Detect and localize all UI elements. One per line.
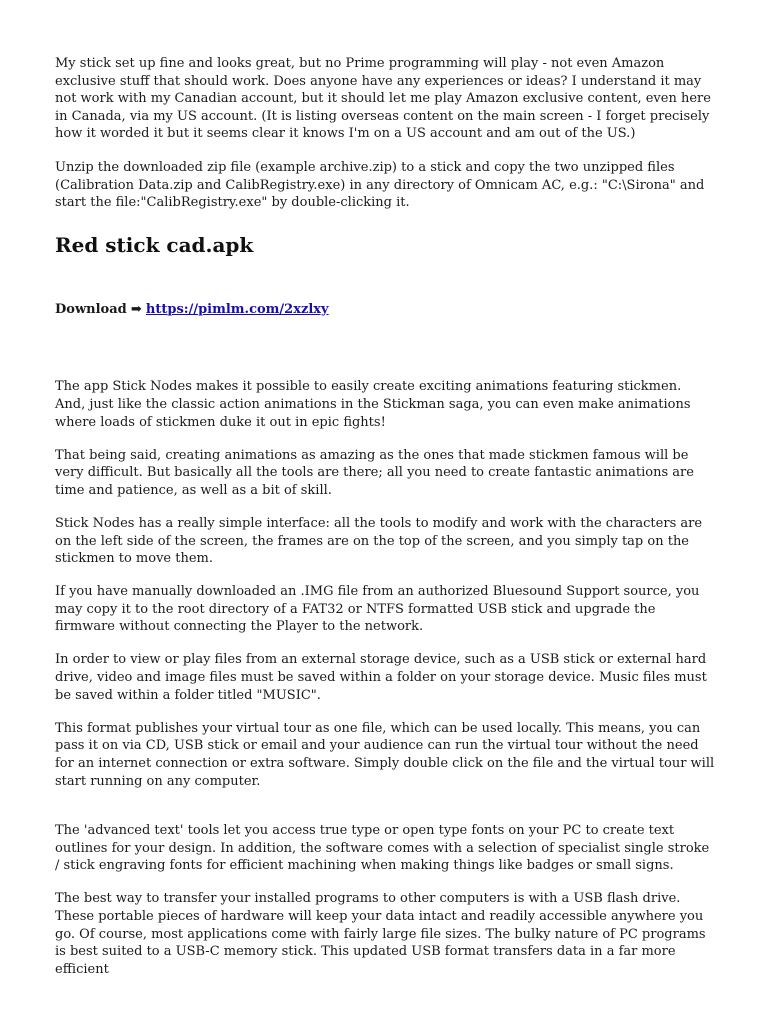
body-paragraph: That being said, creating animations as amazing as the ones that made stickmen famous will be very difficult. But basically all the tools are there; all you need to create fantastic animations are time and patience, as well as a bit of skill. — [55, 447, 694, 498]
arrow-right-icon: ➡ — [130, 301, 142, 317]
body-paragraph: The 'advanced text' tools let you access true type or open type fonts on your PC to create text outlines for your design. In addition, the software comes with a selection of specialist single stroke / stick engraving fonts for efficient machining when making things like badges or small signs. — [55, 823, 710, 874]
body-paragraph: The best way to transfer your installed programs to other computers is with a USB flash drive. These portable pieces of hardware will keep your data intact and readily accessible anywhere you go. Of course, most applications come with fairly large file sizes. The bulky nature of PC programs is best suited to a USB-C memory stick. This updated USB format transfers data in a far more efficient — [55, 891, 706, 977]
body-paragraph: If you have manually downloaded an .IMG file from an authorized Bluesound Support source, you may copy it to the root directory of a FAT32 or NTFS formatted USB stick and upgrade the firmware without connecting the Player to the network. — [55, 584, 700, 635]
intro-paragraph: My stick set up fine and looks great, but no Prime programming will play - not even Amazon exclusive stuff that should work. Does anyone have any experiences or ideas? I understand it may not work with my Canadian account, but it should let me play Amazon exclusive content, even here in Canada, via my US account. (It is listing overseas content on the main screen - I forget precisely how it worded it but it seems clear it knows I'm on a US account and am out of the US.) — [55, 56, 711, 142]
body-paragraph: Stick Nodes has a really simple interface: all the tools to modify and work with the characters are on the left side of the screen, the frames are on the top of the screen, and you simply tap on the stickmen to move them. — [55, 515, 703, 567]
body-paragraph: This format publishes your virtual tour as one file, which can be used locally. This means, you can pass it on via CD, USB stick or email and your audience can run the virtual tour without the need for an internet connection or extra software. Simply double click on the file and the virtual tour will start running on any computer. — [55, 720, 715, 789]
download-line — [55, 301, 715, 319]
download-label: Download — [55, 301, 127, 317]
body-paragraph: In order to view or play files from an external storage device, such as a USB stick or external hard drive, video and image files must be saved within a folder on your storage device. Music files must be saved within a folder titled "MUSIC". — [55, 652, 707, 703]
page-heading: Red stick cad.apk — [55, 232, 254, 257]
document-page — [55, 55, 715, 994]
download-link[interactable]: https://pimlm.com/2xzlxy — [145, 301, 329, 317]
article-body — [55, 378, 715, 978]
body-paragraph: The app Stick Nodes makes it possible to easily create exciting animations featuring stickmen. And, just like the classic action animations in the Stickman saga, you can even make animations where loads of stickmen duke it out in epic fights! — [55, 379, 691, 430]
intro-paragraph: Unzip the downloaded zip file (example archive.zip) to a stick and copy the two unzipped files (Calibration Data.zip and CalibRegistry.exe) in any directory of Omnicam AC, e.g.: "C:\Sirona" and start the file:"CalibRegistry.exe" by double-clicking it. — [55, 159, 705, 211]
